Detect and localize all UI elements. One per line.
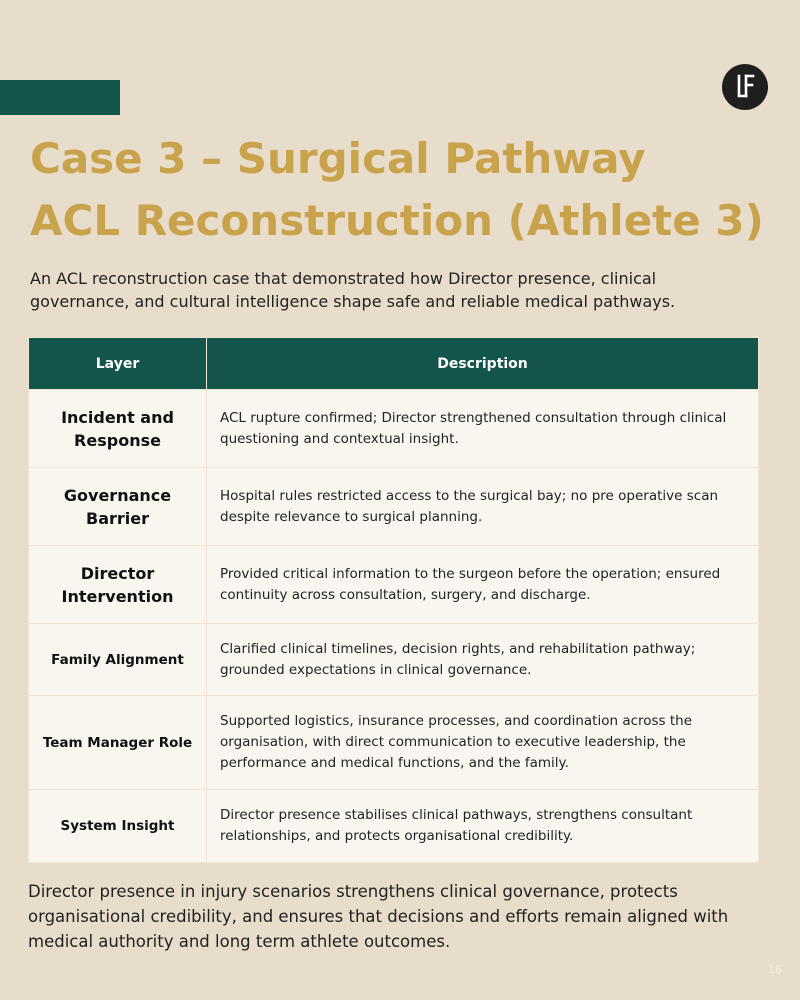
- row-layer: Incident and Response: [29, 390, 207, 468]
- row-layer: Team Manager Role: [29, 696, 207, 790]
- column-header-layer: Layer: [29, 338, 207, 390]
- row-description: Supported logistics, insurance processes, and coordination across the organisation, with direct communication to executive leadership, the performance and medical functions, and the family.: [207, 696, 759, 790]
- title-line-2: ACL Reconstruction (Athlete 3): [30, 196, 764, 245]
- table-row: [29, 546, 759, 624]
- row-layer: Governance Barrier: [29, 468, 207, 546]
- table-row: [29, 624, 759, 696]
- table-row: [29, 696, 759, 790]
- table-row: [29, 468, 759, 546]
- row-description: Hospital rules restricted access to the surgical bay; no pre operative scan despite relevance to surgical planning.: [207, 468, 759, 546]
- page-number: 16: [768, 963, 782, 976]
- case-table: [28, 337, 759, 863]
- intro-paragraph: An ACL reconstruction case that demonstrated how Director presence, clinical governance, and cultural intelligence shape safe and reliable medical pathways.: [30, 269, 676, 311]
- row-layer: System Insight: [29, 790, 207, 863]
- table-header-row: [29, 338, 759, 390]
- summary-paragraph: Director presence in injury scenarios strengthens clinical governance, protects organisational credibility, and ensures that decisions and efforts remain aligned with medical authority and long term athlete outcomes.: [28, 882, 729, 951]
- row-description: ACL rupture confirmed; Director strengthened consultation through clinical questioning and contextual insight.: [207, 390, 759, 468]
- table-row: [29, 390, 759, 468]
- row-description: Provided critical information to the surgeon before the operation; ensured continuity across consultation, surgery, and discharge.: [207, 546, 759, 624]
- accent-bar: [0, 80, 120, 115]
- table-row: [29, 790, 759, 863]
- row-description: Director presence stabilises clinical pathways, strengthens consultant relationships, and protects organisational credibility.: [207, 790, 759, 863]
- page-title: [30, 128, 790, 252]
- column-header-description: Description: [207, 338, 759, 390]
- row-description: Clarified clinical timelines, decision rights, and rehabilitation pathway; grounded expectations in clinical governance.: [207, 624, 759, 696]
- row-layer: Family Alignment: [29, 624, 207, 696]
- title-line-1: Case 3 – Surgical Pathway: [30, 134, 646, 183]
- row-layer: Director Intervention: [29, 546, 207, 624]
- lf-monogram-icon: [722, 64, 768, 110]
